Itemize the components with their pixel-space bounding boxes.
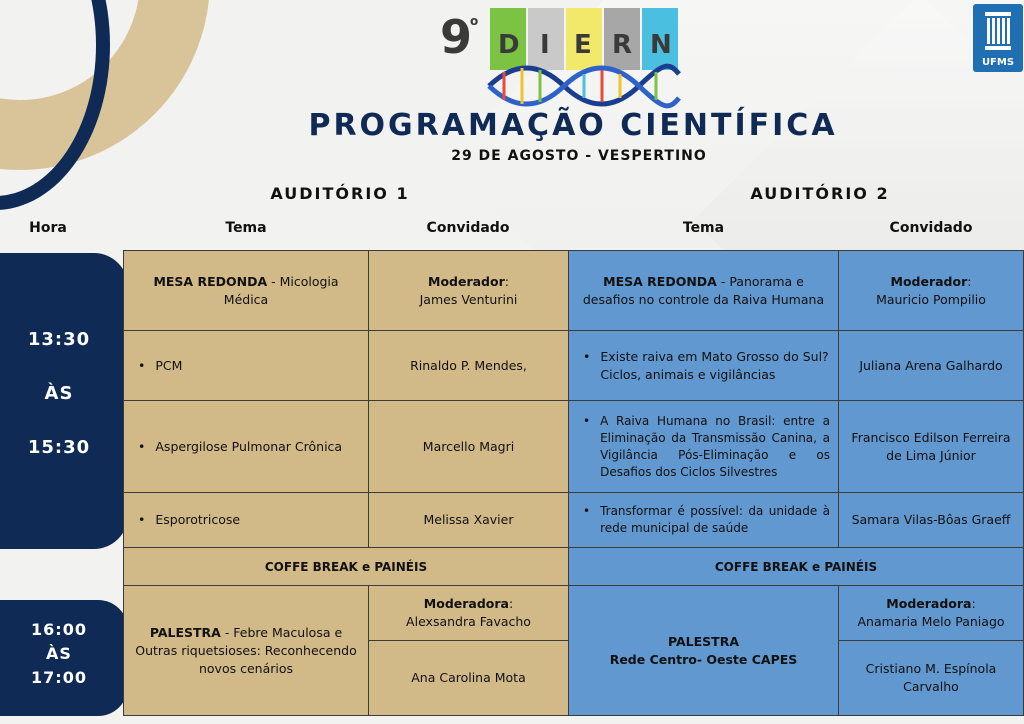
aud2-item-convidado-cell <box>838 330 1024 401</box>
aud1-break-cell <box>123 547 569 586</box>
time-end: 15:30 <box>27 437 91 458</box>
moderator-name: Mauricio Pompilio <box>876 291 986 307</box>
item-tema: PCM <box>155 357 183 373</box>
item-tema: Esporotricose <box>155 512 241 527</box>
item-convidado: Samara Vilas-Bôas Graeff <box>851 512 1011 527</box>
moderator-label: Moderadora <box>886 596 972 611</box>
aud2-item-tema-cell <box>568 330 839 401</box>
time-end: 17:00 <box>31 668 87 687</box>
aud2-palestra-tema-cell <box>568 585 839 716</box>
moderator-label: Moderador <box>890 273 968 289</box>
column-header-convidado-2: Convidado <box>889 220 973 236</box>
item-convidado: Rinaldo P. Mendes, <box>410 357 527 373</box>
bullet-icon: • <box>138 438 146 454</box>
ufms-label: UFMS <box>981 57 1015 68</box>
time-separator: ÀS <box>44 383 74 404</box>
bullet-icon: • <box>583 348 591 364</box>
aud1-item-convidado-cell <box>368 400 569 493</box>
aud2-palestra-moderator-cell: Moderadora: Anamaria Melo Paniago <box>838 585 1024 641</box>
bullet-icon: • <box>138 512 146 527</box>
aud1-palestra-moderator-cell: Moderadora: Alexsandra Favacho <box>368 585 569 641</box>
logo-letter: R <box>612 30 635 60</box>
aud2-mesa-convidado-cell: Moderador: Mauricio Pompilio <box>838 250 1024 331</box>
bullet-icon: • <box>138 357 146 373</box>
moderator-name: Alexsandra Favacho <box>406 614 531 629</box>
session-topic: - Febre Maculosa e Outras riquetsioses: Reconhecendo novos cenários <box>135 624 357 676</box>
aud2-item-convidado-cell <box>838 492 1024 548</box>
aud2-palestra-guest-cell <box>838 640 1024 716</box>
item-tema: A Raiva Humana no Brasil: entre a Eliminação da Transmissão Canina, a Vigilância Pós-Eliminação e os Desafios dos Ciclos Silvestres <box>600 413 830 479</box>
university-building-icon <box>985 12 1011 50</box>
aud1-mesa-tema-cell <box>123 250 369 331</box>
time-block-2 <box>0 600 128 716</box>
session-topic: - Micologia Médica <box>223 273 339 307</box>
moderator-label: Moderador <box>428 273 505 289</box>
break-label: COFFE BREAK e PAINÉIS <box>714 559 878 574</box>
time-separator: ÀS <box>46 644 72 663</box>
item-tema: Aspergilose Pulmonar Crônica <box>155 438 343 454</box>
aud2-mesa-tema-cell <box>568 250 839 331</box>
auditorium-1-heading: AUDITÓRIO 1 <box>270 184 410 203</box>
aud1-item-convidado-cell <box>368 492 569 548</box>
aud1-item-convidado-cell <box>368 330 569 401</box>
aud2-item-tema-cell <box>568 400 839 493</box>
item-convidado: Juliana Arena Galhardo <box>859 357 1003 373</box>
logo-number: 9 <box>440 10 473 64</box>
event-logo <box>440 6 680 110</box>
aud2-item-tema-cell <box>568 492 839 548</box>
item-convidado: Marcello Magri <box>422 438 515 454</box>
break-label: COFFE BREAK e PAINÉIS <box>264 559 428 574</box>
logo-letter: E <box>574 30 594 60</box>
session-type-label: MESA REDONDA <box>153 273 268 289</box>
logo-letter: I <box>540 30 552 60</box>
bullet-icon: • <box>583 413 591 428</box>
session-type-label: MESA REDONDA <box>603 273 717 289</box>
aud1-palestra-tema-cell <box>123 585 369 716</box>
aud1-palestra-guest-cell <box>368 640 569 716</box>
moderator-label: Moderadora <box>423 596 509 611</box>
aud1-item-tema-cell <box>123 330 369 401</box>
aud1-mesa-convidado-cell: Moderador: James Venturini <box>368 250 569 331</box>
session-topic: - Panorama e desafios no controle da Raiva Humana <box>582 273 825 307</box>
moderator-name: James Venturini <box>419 291 518 307</box>
item-convidado: Melissa Xavier <box>423 512 514 527</box>
item-tema: Existe raiva em Mato Grosso do Sul? Ciclos, animais e vigilâncias <box>600 348 829 382</box>
aud1-item-tema-cell <box>123 400 369 493</box>
session-type-label: PALESTRA <box>667 633 739 649</box>
ufms-logo <box>973 4 1023 72</box>
guest-name: Ana Carolina Mota <box>411 670 526 685</box>
aud2-item-convidado-cell <box>838 400 1024 493</box>
page-title: PROGRAMAÇÃO CIENTÍFICA <box>308 108 838 143</box>
guest-name: Cristiano M. Espínola Carvalho <box>865 661 997 694</box>
time-start: 13:30 <box>27 329 91 350</box>
decorative-navy-ring <box>0 0 110 210</box>
column-header-tema-1: Tema <box>225 220 267 236</box>
item-convidado: Francisco Edilson Ferreira de Lima Júnior <box>851 429 1011 463</box>
session-type-label: PALESTRA <box>149 624 221 640</box>
auditorium-2-heading: AUDITÓRIO 2 <box>750 184 890 203</box>
time-block-1 <box>0 253 128 549</box>
time-start: 16:00 <box>31 620 87 639</box>
dna-helix-icon <box>484 62 684 110</box>
column-header-hora: Hora <box>29 220 67 236</box>
session-topic: Rede Centro- Oeste CAPES <box>609 651 798 667</box>
page-subtitle: 29 DE AGOSTO - VESPERTINO <box>451 148 707 164</box>
logo-letter: D <box>498 30 522 60</box>
moderator-name: Anamaria Melo Paniago <box>857 614 1005 629</box>
bullet-icon: • <box>583 504 591 518</box>
column-header-convidado-1: Convidado <box>426 220 510 236</box>
item-tema: Transformar é possível: da unidade à rede municipal de saúde <box>600 504 830 535</box>
column-header-tema-2: Tema <box>682 220 725 236</box>
logo-letter: N <box>650 30 674 60</box>
aud2-break-cell <box>568 547 1024 586</box>
logo-ordinal: o <box>470 14 479 28</box>
aud1-item-tema-cell <box>123 492 369 548</box>
